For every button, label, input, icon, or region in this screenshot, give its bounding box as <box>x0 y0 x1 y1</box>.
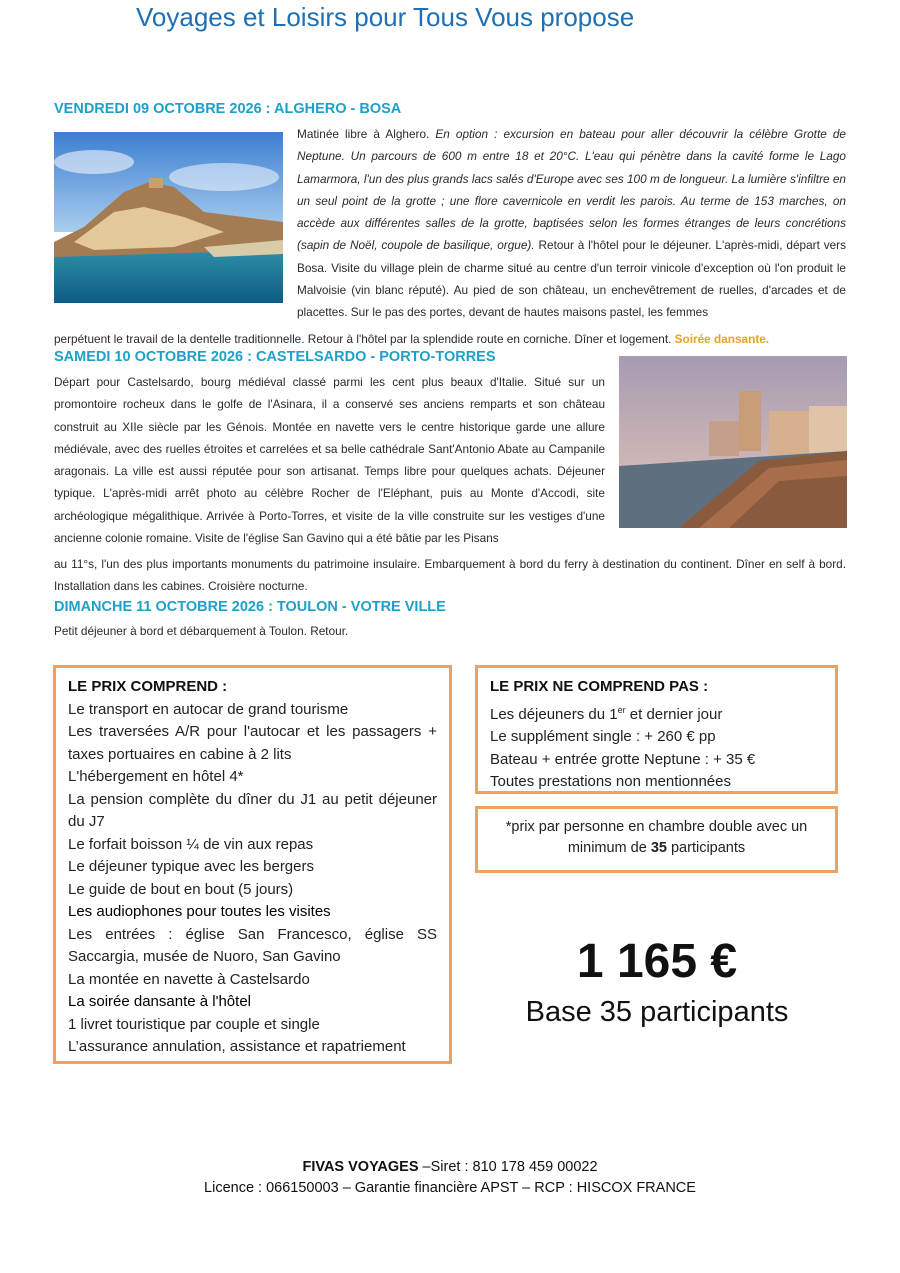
includes-item: La pension complète du dîner du J1 au petit déjeuner du J7 <box>68 790 437 830</box>
includes-item: La soirée dansante à l'hôtel <box>68 993 251 1010</box>
soiree-highlight: Soirée dansante. <box>674 332 770 346</box>
note-line-2: minimum de 35 participants <box>567 840 746 856</box>
footer-licence: Licence : 066150003 – Garantie financière APST – RCP : HISCOX FRANCE <box>204 1180 696 1196</box>
photo-bosa <box>54 132 283 303</box>
day-2-text: Départ pour Castelsardo, bourg médiéval classé parmi les cent plus beaux d'Italie. Situé sur un promontoire rocheux dans le golfe de l'Asinara, il a conservé ses anciens remparts et son château construit au XIIe siècle par les Génois. Montée en navette vers le centre historique garde une allure médiévale, avec des ruelles étroites et carrelées et sa belle cathédrale Sant'Antonio Abate au Campanile aragonais. La ville est aussi réputée pour son artisanat. Temps libre pour quelques achats. Déjeuner typique. L'après-midi arrêt photo au célèbre Rocher de l'Eléphant, puis au Monte d'Accodi, site archéologique mégalithique. Arrivée à Porto-Torres, et visite de la ville construite sur les vestiges d'une ancienne colonie romaine. Visite de l'église San Gavino qui a été bâtie par les Pisans <box>54 375 605 546</box>
day-heading-2: SAMEDI 10 OCTOBRE 2026 : CASTELSARDO - PORTO-TORRES <box>54 349 496 365</box>
note-line-1: *prix par personne en chambre double avec un <box>505 819 808 835</box>
day-1-last-line: perpétuent le travail de la dentelle traditionnelle. Retour à l'hôtel par la splendide route en corniche. Dîner et logement. Soirée dansante. <box>54 332 770 346</box>
includes-item: Le guide de bout en bout (5 jours) <box>68 880 294 898</box>
excludes-item: Bateau + entrée grotte Neptune : + 35 € <box>490 750 756 768</box>
day-heading-1: VENDREDI 09 OCTOBRE 2026 : ALGHERO - BOSA <box>54 101 402 117</box>
includes-item: Le déjeuner typique avec les bergers <box>68 858 314 875</box>
includes-item: Le forfait boisson ¼ de vin aux repas <box>68 835 314 853</box>
includes-item: Le transport en autocar de grand tourisme <box>68 700 349 718</box>
day-1-text: Matinée libre à Alghero. En option : excursion en bateau pour aller découvrir la célèbre Grotte de Neptune. Un parcours de 600 m entre 18 et 20°C. L'eau qui pénètre dans la cavité forme le Lago Lamarmora, l'un des plus grands lacs salés d'Europe avec ses 100 m de longueur. La lumière s'infiltre en un seul point de la grotte ; une flore cavernicole en verdit les parois. Au terme de 153 marches, on accède aux différentes salles de la grotte, baptisées selon les formes étranges de leurs concrétions (sapin de Noël, coupole de basilique, orgue). Retour à l'hôtel pour le déjeuner. L'après-midi, départ vers Bosa. Visite du village plein de charme situé au centre d'un terroir vinicole d'exception où l'on produit le Malvoisie (vin blanc réputé). Au pied de son château, un enchevêtrement de ruelles, d'arcades et de placettes. Sur le pas des portes, devant de hautes maisons pastel, les femmes <box>297 127 847 320</box>
includes-item: Les audiophones pour toutes les visites <box>68 903 331 920</box>
price-note-box <box>475 806 838 873</box>
day-3-text: Petit déjeuner à bord et débarquement à Toulon. Retour. <box>54 624 349 638</box>
excludes-title: LE PRIX NE COMPREND PAS : <box>490 678 709 695</box>
footer-company <box>0 1159 900 1175</box>
day-1-option-text: En option : excursion en bateau pour aller découvrir la célèbre Grotte de Neptune. Un parcours de 600 m entre 18 et 20°C. L'eau qui pénètre dans la cavité forme le Lago Lamarmora, l'un des plus grands lacs salés d'Europe avec ses 100 m de longueur. La lumière s'infiltre en un seul point de la grotte ; une flore cavernicole en verdit les parois. Au terme de 153 marches, on accède aux différentes salles de la grotte, baptisées selon les formes étranges de leurs concrétions (sapin de Noël, coupole de basilique, orgue). <box>297 127 846 253</box>
siret: –Siret : 810 178 459 00022 <box>418 1159 598 1175</box>
excludes-item: Toutes prestations non mentionnées <box>490 773 731 790</box>
excludes-item: Le supplément single : + 260 € pp <box>490 728 716 745</box>
includes-title: LE PRIX COMPREND : <box>68 678 228 695</box>
includes-item: Les entrées : église San Francesco, église SS Saccargia, musée de Nuoro, San Gavino <box>68 925 437 965</box>
page-title: Voyages et Loisirs pour Tous Vous propose <box>136 2 635 32</box>
includes-item: La montée en navette à Castelsardo <box>68 970 310 988</box>
company-name: FIVAS VOYAGES <box>302 1159 419 1175</box>
price-excludes-box <box>475 665 838 794</box>
includes-item: 1 livret touristique par couple et single <box>68 1015 320 1033</box>
includes-item: L'hébergement en hôtel 4* <box>68 768 244 785</box>
day-2-text-continued: au 11°s, l'un des plus importants monuments du patrimoine insulaire. Embarquement à bord du ferry à destination du continent. Dîner en self à bord. Installation dans les cabines. Croisière nocturne. <box>54 557 846 594</box>
price-base: Base 35 participants <box>525 996 789 1028</box>
excludes-item: Les déjeuners du 1er et dernier jour <box>490 704 723 723</box>
price-amount: 1 165 € <box>576 935 738 988</box>
price-includes-box <box>53 665 452 1064</box>
photo-castelsardo <box>619 356 847 528</box>
includes-item: Les traversées A/R pour l'autocar et les passagers + taxes portuaires en cabine à 2 lits <box>68 723 437 763</box>
day-heading-3: DIMANCHE 11 OCTOBRE 2026 : TOULON - VOTRE VILLE <box>54 599 446 615</box>
includes-item: L’assurance annulation, assistance et rapatriement <box>68 1038 406 1055</box>
